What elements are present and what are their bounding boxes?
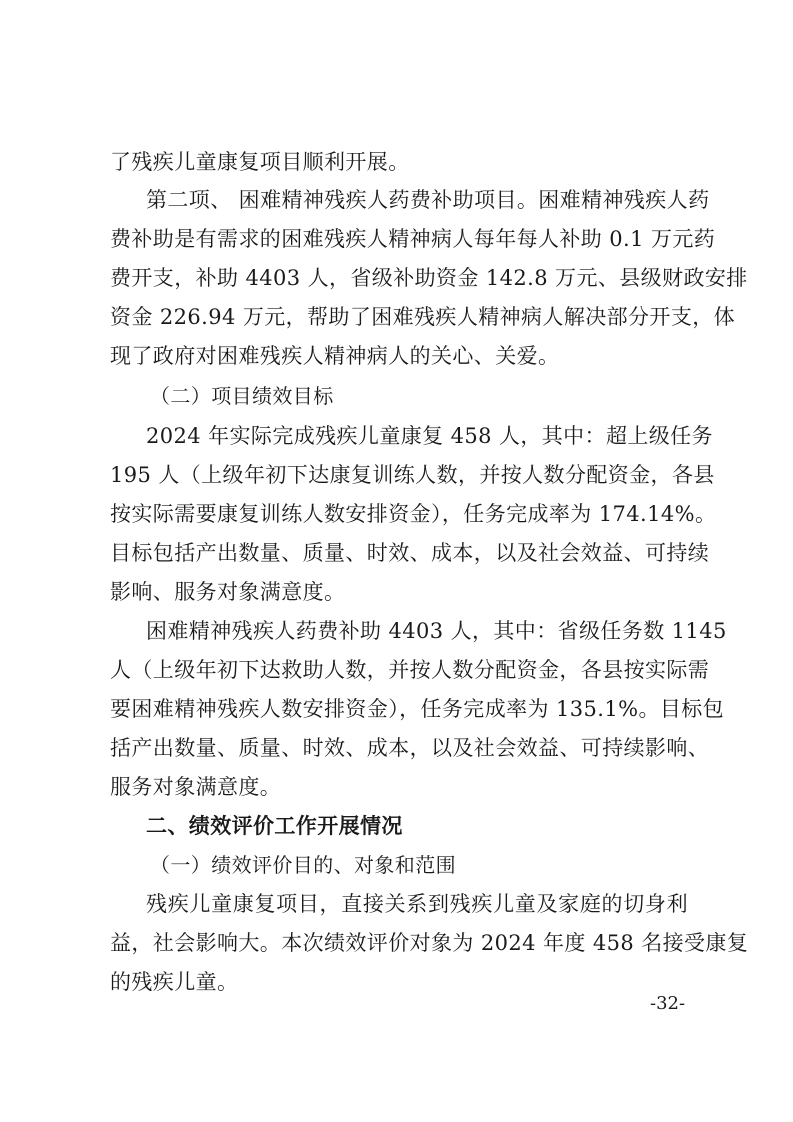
paragraph-line: 195 人（上级年初下达康复训练人数，并按人数分配资金，各县: [110, 463, 715, 487]
paragraph-line: 人（上级年初下达救助人数，并按人数分配资金，各县按实际需: [110, 658, 710, 682]
paragraph-line: 服务对象满意度。: [110, 775, 282, 799]
paragraph-line: 括产出数量、质量、时效、成本，以及社会效益、可持续影响、: [110, 736, 710, 760]
paragraph-line: 费开支，补助 4403 人，省级补助资金 142.8 万元、县级财政安排: [110, 266, 748, 290]
paragraph-line: 的残疾儿童。: [110, 970, 239, 994]
paragraph-line: 影响、服务对象满意度。: [110, 580, 346, 604]
paragraph-line: 困难精神残疾人药费补助 4403 人，其中：省级任务数 1145: [146, 619, 727, 643]
paragraph-line: 益，社会影响大。本次绩效评价对象为 2024 年度 458 名接受康复: [110, 931, 749, 955]
paragraph-line: 目标包括产出数量、质量、时效、成本，以及社会效益、可持续: [110, 541, 710, 565]
paragraph-line: 了残疾儿童康复项目顺利开展。: [110, 150, 410, 174]
paragraph-line: 按实际需要康复训练人数安排资金），任务完成率为 174.14%。: [110, 502, 717, 526]
paragraph-line: 费补助是有需求的困难残疾人精神病人每年每人补助 0.1 万元药: [110, 227, 716, 251]
paragraph-line: 残疾儿童康复项目，直接关系到残疾儿童及家庭的切身利: [146, 892, 688, 916]
section-subheading: （二）项目绩效目标: [150, 384, 334, 408]
section-heading: 二、绩效评价工作开展情况: [146, 814, 403, 838]
paragraph-line: 资金 226.94 万元，帮助了困难残疾人精神病人解决部分开支，体: [110, 305, 736, 329]
paragraph-line: 现了政府对困难残疾人精神病人的关心、关爱。: [110, 344, 560, 368]
page-number: -32-: [650, 993, 686, 1014]
paragraph-line: 2024 年实际完成残疾儿童康复 458 人，其中：超上级任务: [146, 424, 713, 448]
section-subheading: （一）绩效评价目的、对象和范围: [150, 853, 456, 877]
paragraph-line: 要困难精神残疾人数安排资金），任务完成率为 135.1%。目标包: [110, 697, 725, 721]
paragraph-line: 第二项、 困难精神残疾人药费补助项目。困难精神残疾人药: [146, 188, 710, 212]
